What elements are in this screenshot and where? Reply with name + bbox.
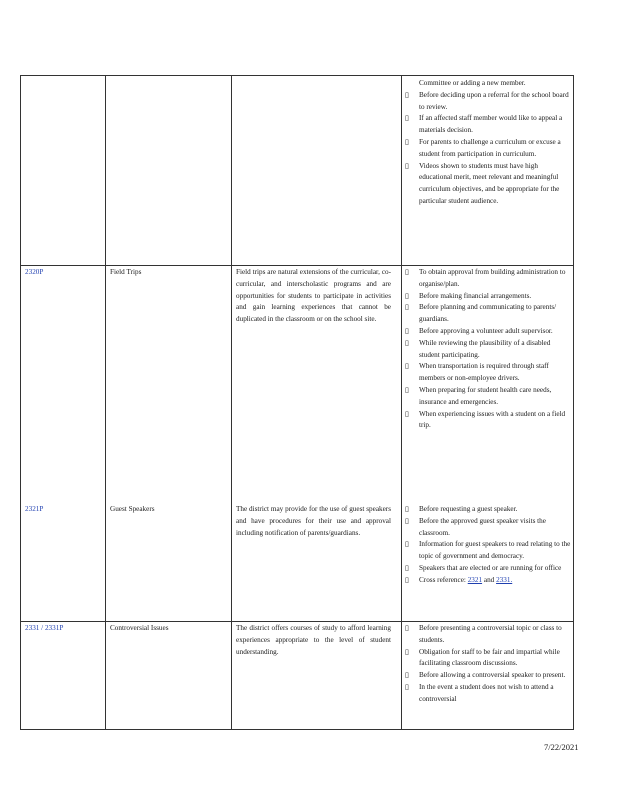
bullet-icon: ▯ xyxy=(405,114,409,123)
table-row xyxy=(21,623,573,729)
bullet-icon: ▯ xyxy=(405,505,409,513)
list-item: ▯ Before planning and communicating to parents/ guardians. xyxy=(405,303,557,324)
list-item: ▯ In the event a student does not wish to attend a controversial xyxy=(405,682,554,703)
policy-description: The district may provide for the use of guest speakers and have procedures for their use and approval including notification of parents/guardians. xyxy=(236,505,391,537)
cross-reference: Cross reference: 2321 and 2331. xyxy=(419,575,513,584)
policy-code: 2321P xyxy=(25,505,44,513)
policy-title: Controversial Issues xyxy=(110,624,169,632)
list-item: ▯ When preparing for student health care needs, insurance and emergencies. xyxy=(405,385,552,406)
bullet-icon: ▯ xyxy=(405,671,409,680)
list-item: ▯ Before deciding upon a referral for the school board to review. xyxy=(405,90,569,111)
bullet-icon: ▯ xyxy=(405,540,409,549)
bullet-icon: ▯ xyxy=(405,362,409,371)
table-row-continued xyxy=(21,78,573,266)
list-item: ▯ For parents to challenge a curriculum or excuse a student from participation in curriculum. xyxy=(405,137,561,158)
bullet-icon: ▯ xyxy=(405,385,409,394)
bullet-icon: ▯ xyxy=(405,303,409,312)
triggers-cell xyxy=(404,267,572,432)
policy-code: 2331 / 2331P xyxy=(25,624,64,632)
list-item xyxy=(404,575,572,587)
policy-code: 2320P xyxy=(25,268,44,276)
bullet-icon: ▯ xyxy=(405,291,409,300)
list-item: ▯ When transportation is required through staff members or non-employee drivers. xyxy=(405,362,549,383)
bullet-icon: ▯ xyxy=(405,516,409,525)
triggers-cell xyxy=(404,623,572,706)
policy-title: Guest Speakers xyxy=(110,505,155,513)
list-item: ▯ To obtain approval from building administration to organise/plan. xyxy=(405,268,566,288)
bullet-icon: ▯ xyxy=(405,647,409,656)
list-item: ▯ Obligation for staff to be fair and impartial while facilitating classroom discussions. xyxy=(405,647,560,668)
cross-reference-link[interactable]: 2331. xyxy=(496,575,513,584)
list-item: ▯ While reviewing the plausibility of a disabled student participating. xyxy=(405,338,551,359)
list-item: ▯ Before making financial arrangements. xyxy=(404,291,572,303)
list-item: ▯ Speakers that are elected or are running for office xyxy=(404,563,572,575)
triggers-cell xyxy=(404,504,572,587)
list-item: ▯ When experiencing issues with a student on a field trip. xyxy=(405,409,566,430)
list-item: ▯ Videos shown to students must have high educational merit, meet relevant and meaningful curriculum objectives, and be appropriate for the particular student audience. xyxy=(405,161,560,205)
policy-description: Field trips are natural extensions of the curricular, co-curricular, and interscholastic programs and are opportunities for students to participate in activities and gain learning experiences that cannot be duplicated in the classroom or on the school site. xyxy=(236,268,391,324)
bullet-icon: ▯ xyxy=(405,624,409,632)
row-divider xyxy=(21,265,573,266)
bullet-icon: ▯ xyxy=(405,90,409,99)
table-row xyxy=(21,267,573,502)
list-item: ▯ Before the approved guest speaker visits the classroom. xyxy=(405,516,546,537)
list-item: ▯ Before approving a volunteer adult supervisor. xyxy=(404,326,572,338)
list-item: ▯ Before presenting a controversial topic or class to students. xyxy=(405,624,562,644)
policy-table xyxy=(20,75,574,730)
footer-date: 7/22/2021 xyxy=(544,742,579,752)
list-item: ▯ Before requesting a guest speaker. xyxy=(404,504,572,516)
bullet-icon: ▯ xyxy=(405,326,409,335)
bullet-icon: ▯ xyxy=(405,268,409,276)
list-item: ▯ Information for guest speakers to read relating to the topic of government and democracy. xyxy=(405,540,571,561)
table-row xyxy=(21,504,573,619)
list-item: ▯ Before allowing a controversial speaker to present. xyxy=(404,670,572,682)
bullet-icon: ▯ xyxy=(405,563,409,572)
bullet-icon: ▯ xyxy=(405,137,409,146)
row-divider xyxy=(21,621,573,622)
policy-description: The district offers courses of study to afford learning experiences appropriate to the level of student understanding. xyxy=(236,624,391,656)
bullet-icon: ▯ xyxy=(405,161,409,170)
triggers-cell xyxy=(404,78,572,208)
cross-reference-link[interactable]: 2321 xyxy=(467,575,483,584)
list-item: Committee or adding a new member. xyxy=(419,79,526,87)
bullet-icon: ▯ xyxy=(405,682,409,691)
bullet-icon: ▯ xyxy=(405,575,409,584)
list-item: ▯ If an affected staff member would like to appeal a materials decision. xyxy=(405,114,563,135)
policy-title: Field Trips xyxy=(110,268,142,276)
bullet-icon: ▯ xyxy=(405,338,409,347)
bullet-icon: ▯ xyxy=(405,409,409,418)
